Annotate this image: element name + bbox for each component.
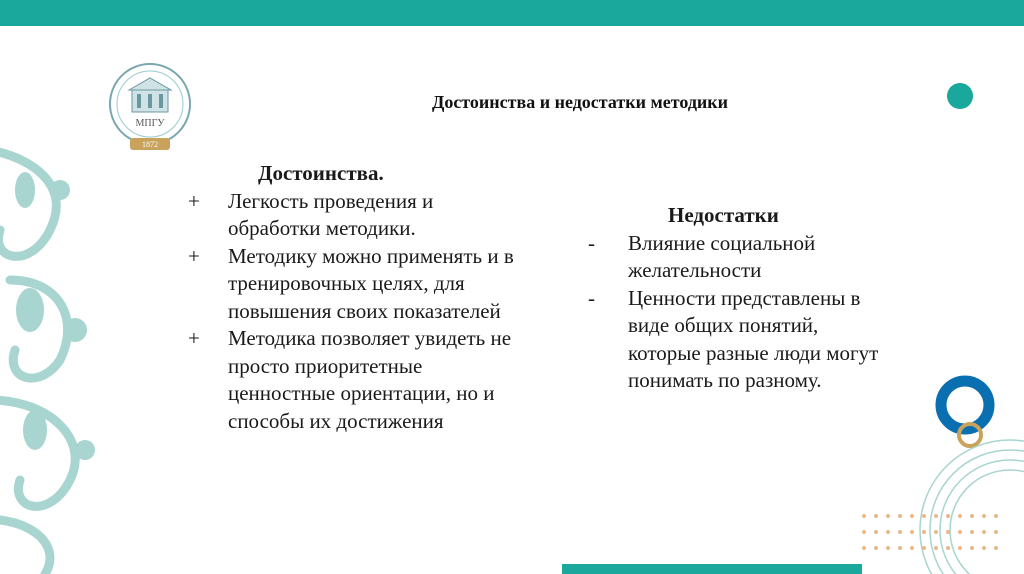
university-emblem-icon bbox=[105, 62, 195, 154]
logo-year: 1872 bbox=[142, 140, 158, 149]
advantage-text: Легкость проведения и обработки методики. bbox=[228, 188, 434, 240]
disadvantage-text: Влияние социальной желательности bbox=[628, 230, 816, 282]
disadvantages-section bbox=[588, 202, 888, 395]
list-item bbox=[588, 230, 888, 285]
floral-ornament-icon bbox=[0, 130, 110, 574]
plus-marker: + bbox=[188, 188, 200, 213]
advantage-text: Методика позволяет увидеть не просто приоритетные ценностные ориентации, но и способы их достижения bbox=[228, 326, 512, 433]
top-accent-bar bbox=[0, 0, 1024, 26]
list-item bbox=[188, 243, 518, 326]
list-item bbox=[188, 325, 518, 435]
page-title: Достоинства и недостатки методики bbox=[431, 92, 729, 112]
bottom-accent-bar bbox=[562, 564, 862, 574]
disadvantages-heading: Недостатки bbox=[668, 203, 779, 227]
dash-marker: - bbox=[588, 230, 595, 255]
advantages-section bbox=[188, 160, 518, 435]
decorative-rings-icon bbox=[860, 60, 1024, 574]
advantages-heading: Достоинства. bbox=[258, 161, 384, 185]
advantage-text: Методику можно применять и в тренировочных целях, для повышения своих показателей bbox=[228, 243, 514, 323]
list-item bbox=[188, 188, 518, 243]
logo-label: МПГУ bbox=[135, 118, 165, 129]
disadvantage-text: Ценности представлены в виде общих понятий, которые разные люди могут понимать по разному. bbox=[628, 285, 879, 392]
plus-marker: + bbox=[188, 243, 200, 268]
list-item bbox=[588, 285, 888, 395]
plus-marker: + bbox=[188, 326, 200, 350]
dash-marker: - bbox=[588, 285, 595, 310]
